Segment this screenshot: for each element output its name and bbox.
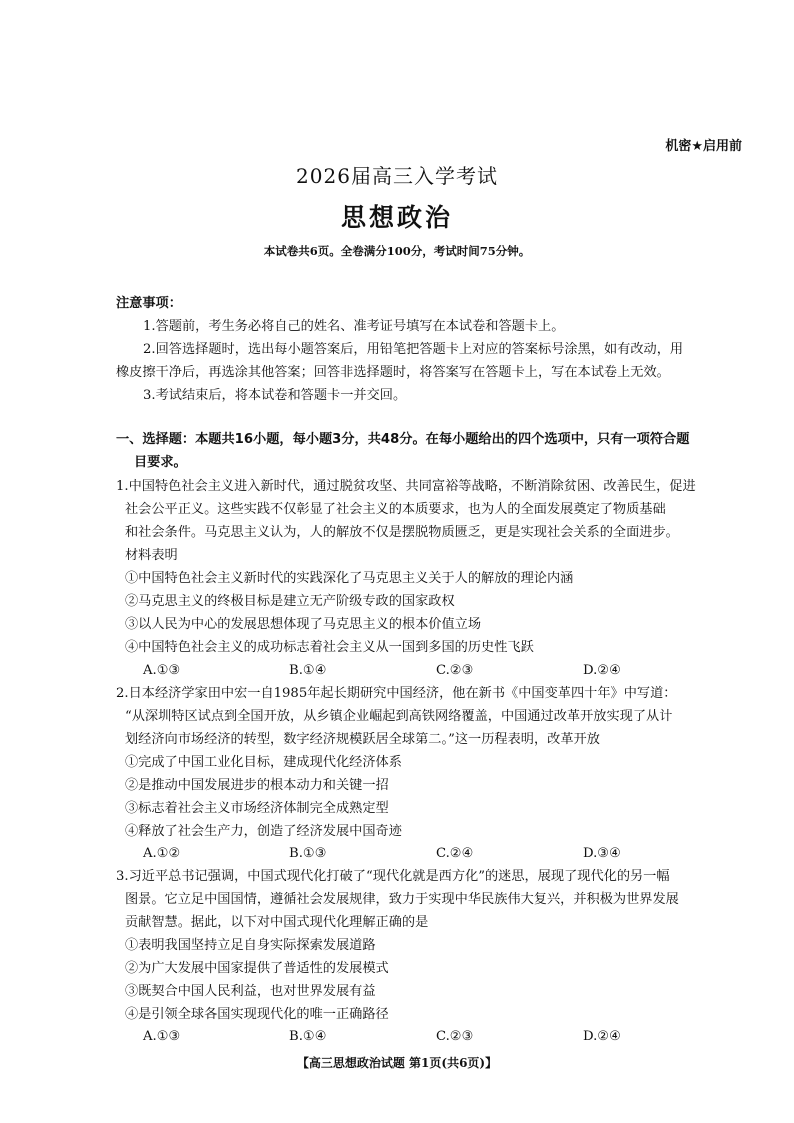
- answer-options-2: [143, 842, 703, 865]
- section-heading-line: 一、选择题：本题共16小题，每小题3分，共48分。在每小题给出的四个选项中，只有一项符合题: [116, 432, 690, 447]
- subject-title: 思想政治: [340, 203, 453, 232]
- choice-statement: ①表明我国坚持立足自身实际探索发展道路: [125, 938, 376, 953]
- option-b: B.①④: [289, 663, 327, 678]
- option-b: B.①④: [289, 1029, 327, 1044]
- question-stem-line: 图景。它立足中国国情，遵循社会发展规律，致力于实现中华民族伟大复兴，并积极为世界发展: [125, 892, 679, 907]
- choice-statement: ①完成了中国工业化目标，建成现代化经济体系: [125, 755, 402, 770]
- choice-statement: ②为广大发展中国家提供了普适性的发展模式: [125, 961, 389, 976]
- question-2: [116, 682, 716, 843]
- confidential-label: 机密★启用前: [665, 139, 742, 154]
- page-footer: 【高三思想政治试题 第1页(共6页)】: [296, 1056, 498, 1070]
- question-stem-line: 2.日本经济学家田中宏一自1985年起长期研究中国经济，他在新书《中国变革四十年》中写道：: [116, 686, 677, 701]
- option-a: A.①③: [143, 663, 181, 678]
- choice-statement: ④是引领全球各国实现现代化的唯一正确路径: [125, 1007, 389, 1022]
- choice-statement: ④释放了社会生产力，创造了经济发展中国奇迹: [125, 824, 402, 839]
- option-b: B.①③: [289, 846, 327, 861]
- notice-item: 橡皮擦干净后，再选涂其他答案；回答非选择题时，将答案写在答题卡上，写在本试卷上无效。: [116, 365, 670, 380]
- answer-options-3: [143, 1025, 703, 1048]
- question-stem-line: 3.习近平总书记强调，中国式现代化打破了“现代化就是西方化”的迷思，展现了现代化的另一幅: [116, 869, 670, 884]
- question-1: [116, 475, 716, 659]
- question-3: [116, 865, 716, 1026]
- option-a: A.①③: [143, 1029, 181, 1044]
- question-stem-line: 贡献智慧。据此，以下对中国式现代化理解正确的是: [125, 915, 429, 930]
- choice-statement: ③标志着社会主义市场经济体制完全成熟定型: [125, 801, 389, 816]
- option-d: D.③④: [583, 846, 621, 861]
- choice-statement: ①中国特色社会主义新时代的实践深化了马克思主义关于人的解放的理论内涵: [125, 571, 574, 586]
- choice-statement: ②是推动中国发展进步的根本动力和关键一招: [125, 778, 389, 793]
- option-c: C.②④: [436, 846, 474, 861]
- option-c: C.②③: [436, 1029, 474, 1044]
- notice-heading: 注意事项：: [116, 296, 182, 311]
- option-c: C.②③: [436, 663, 474, 678]
- question-stem-line: 材料表明: [125, 548, 178, 563]
- section-heading: [116, 428, 716, 474]
- choice-statement: ③以人民为中心的发展思想体现了马克思主义的根本价值立场: [125, 617, 482, 632]
- choice-statement: ④中国特色社会主义的成功标志着社会主义从一国到多国的历史性飞跃: [125, 640, 534, 655]
- choice-statement: ③既契合中国人民利益，也对世界发展有益: [125, 984, 376, 999]
- notice-section: [116, 292, 716, 407]
- question-stem-line: 划经济向市场经济的转型，数字经济规模跃居全球第二。”这一历程表明，改革开放: [125, 732, 600, 747]
- answer-options-1: [143, 659, 703, 682]
- exam-meta: 本试卷共6页。全卷满分100分，考试时间75分钟。: [263, 244, 531, 258]
- question-stem-line: 社会公平正义。这些实践不仅彰显了社会主义的本质要求，也为人的全面发展奠定了物质基础: [125, 502, 666, 517]
- option-a: A.①②: [143, 846, 181, 861]
- question-stem-line: 和社会条件。马克思主义认为，人的解放不仅是摆脱物质匮乏，更是实现社会关系的全面进步。: [125, 525, 679, 540]
- choice-statement: ②马克思主义的终极目标是建立无产阶级专政的国家政权: [125, 594, 455, 609]
- question-stem-line: “从深圳特区试点到全国开放，从乡镇企业崛起到高铁网络覆盖，中国通过改革开放实现了从计: [125, 709, 673, 724]
- option-d: D.②④: [583, 1029, 621, 1044]
- option-d: D.②④: [583, 663, 621, 678]
- notice-item: 2.回答选择题时，选出每小题答案后，用铅笔把答题卡上对应的答案标号涂黑，如有改动，用: [143, 342, 684, 357]
- notice-item: 3.考试结束后，将本试卷和答题卡一并交回。: [143, 388, 407, 403]
- question-stem-line: 1.中国特色社会主义进入新时代，通过脱贫攻坚、共同富裕等战略，不断消除贫困、改善民生，促进: [116, 479, 696, 494]
- section-heading-line: 目要求。: [134, 455, 187, 470]
- notice-item: 1.答题前，考生务必将自己的姓名、准考证号填写在本试卷和答题卡上。: [143, 319, 565, 334]
- exam-title: 2026届高三入学考试: [296, 164, 498, 188]
